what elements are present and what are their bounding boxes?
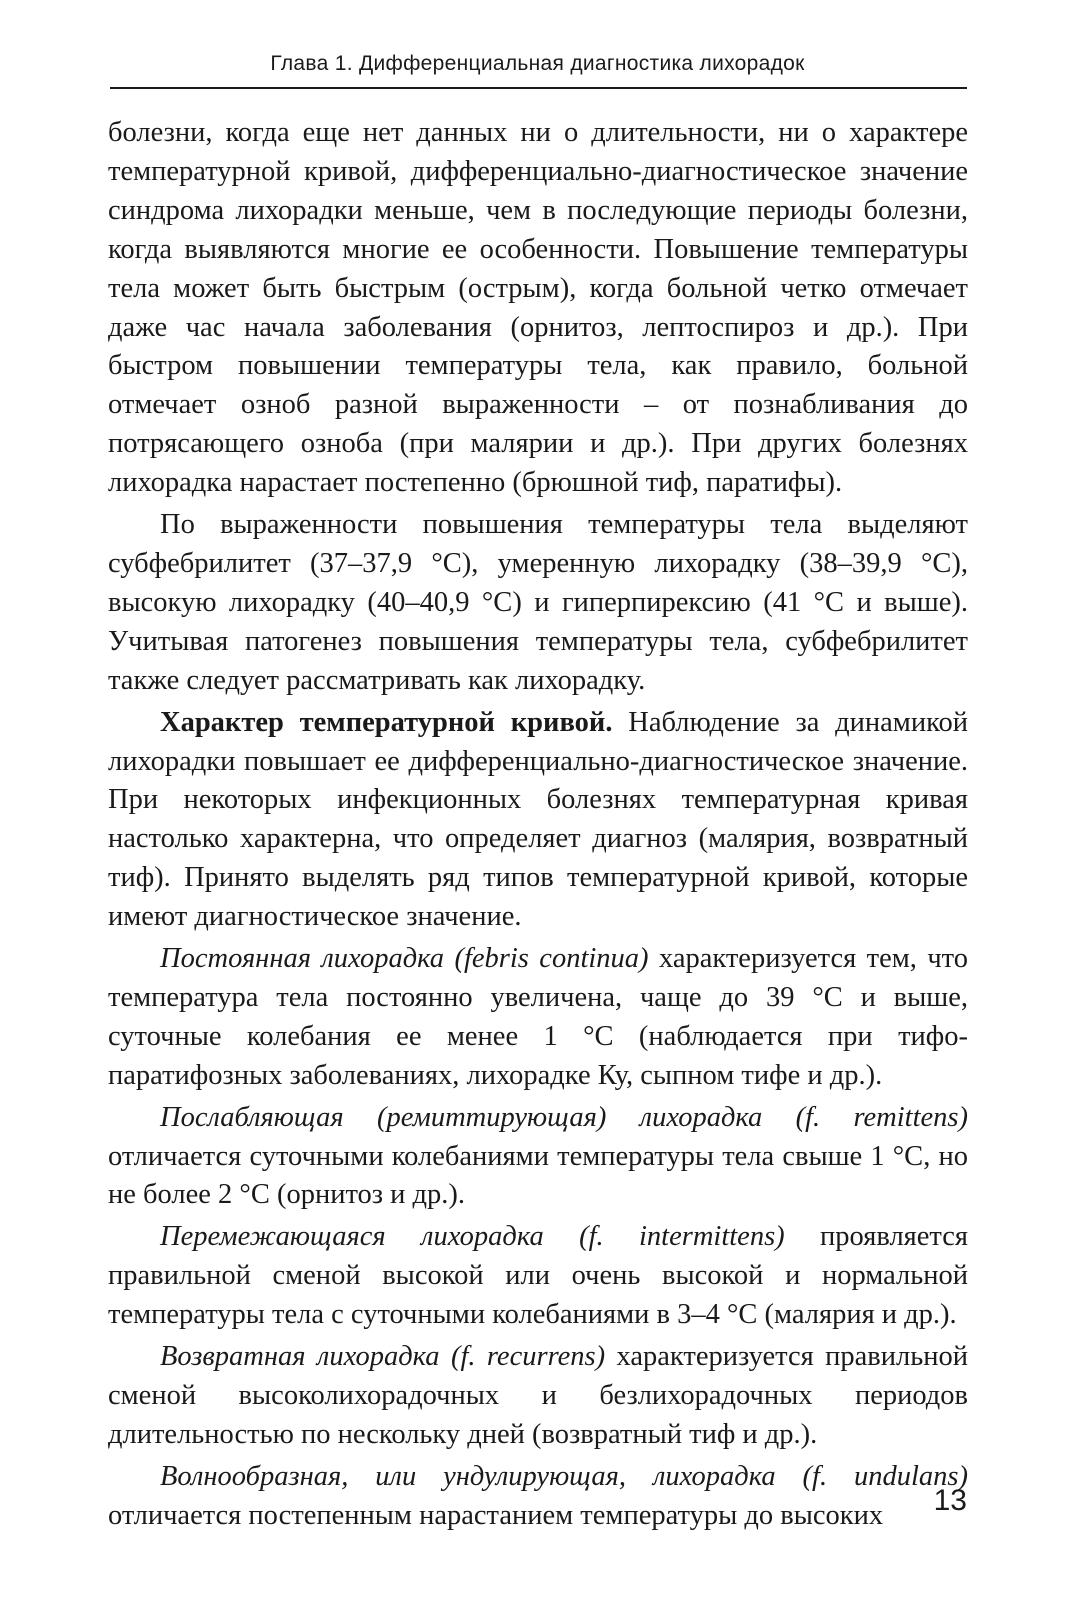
header-rule: [110, 87, 967, 89]
paragraph-fever-degree: [108, 506, 968, 701]
paragraph-heading-bold: Характер температурной кривой.: [160, 706, 613, 738]
paragraph-text: отличается суточными колебаниями температуры тела свыше 1 °С, но не более 2 °С (орнитоз и др.).: [108, 1140, 968, 1211]
paragraph-remittens: [108, 1099, 968, 1216]
term-italic: Волнообразная, или ундулирующая, лихорадка (f. undulans): [160, 1460, 968, 1492]
paragraph-text: характеризуется правильной сменой высоколихорадочных и безлихорадочных периодов длительностью по нескольку дней (возвратный тиф и др.).: [108, 1341, 968, 1450]
paragraph-undulans: [108, 1458, 968, 1536]
paragraph-text: Наблюдение за динамикой лихорадки повышает ее дифференциально-диагностическое значение. При некоторых инфекционных болезнях температурная кривая настолько характерна, что определяет диагноз (малярия, возвратный тиф). Принято выделять ряд типов температурной кривой, которые имеют диагностическое значение.: [108, 706, 968, 933]
term-italic: Постоянная лихорадка (febris continua): [160, 943, 649, 975]
paragraph-text: болезни, когда еще нет данных ни о длительности, ни о характере температурной кривой, дифференциально-диагностическое значение синдрома лихорадки меньше, чем в последующие периоды болезни, когда выявляются многие ее особенности. Повышение температуры тела может быть быстрым (острым), когда больной четко отмечает даже час начала заболевания (орнитоз, лептоспироз и др.). При быстром повышении температуры тела, как правило, больной отмечает озноб разной выраженности – от познабливания до потрясающего озноба (при малярии и др.). При других болезнях лихорадка нарастает постепенно (брюшной тиф, паратифы).: [108, 117, 968, 499]
paragraph-continued: [108, 114, 968, 503]
paragraph-curve-character: [108, 704, 968, 937]
paragraph-continua: [108, 940, 968, 1096]
paragraph-text: проявляется правильной сменой высокой или очень высокой и нормальной температуры тела с суточными колебаниями в 3–4 °С (малярия и др.).: [108, 1221, 968, 1331]
page-body: [108, 114, 968, 1539]
paragraph-text: отличается постепенным нарастанием температуры до высоких: [108, 1499, 884, 1531]
paragraph-text: По выраженности повышения температуры тела выделяют субфебрилитет (37–37,9 °С), умеренную лихорадку (38–39,9 °С), высокую лихорадку (40–40,9 °С) и гиперпирексию (41 °С и выше). Учитывая патогенез повышения температуры тела, субфебрилитет также следует рассматривать как лихорадку.: [108, 509, 968, 696]
term-italic: Возвратная лихорадка (f. recurrens): [160, 1341, 606, 1373]
term-italic: Послабляющая (ремиттирующая) лихорадка (f. remittens): [160, 1101, 968, 1133]
paragraph-intermittens: [108, 1218, 968, 1335]
term-italic: Перемежающаяся лихорадка (f. intermittens): [160, 1221, 785, 1253]
paragraph-text: характеризуется тем, что температура тела постоянно увеличена, чаще до 39 °С и выше, суточные колебания ее менее 1 °С (наблюдается при тифо-паратифозных заболеваниях, лихорадке Ку, сыпном тифе и др.).: [108, 943, 968, 1091]
running-title: Глава 1. Дифференциальная диагностика лихорадок: [270, 52, 805, 75]
page-number: 13: [933, 1484, 967, 1517]
paragraph-recurrens: [108, 1338, 968, 1455]
